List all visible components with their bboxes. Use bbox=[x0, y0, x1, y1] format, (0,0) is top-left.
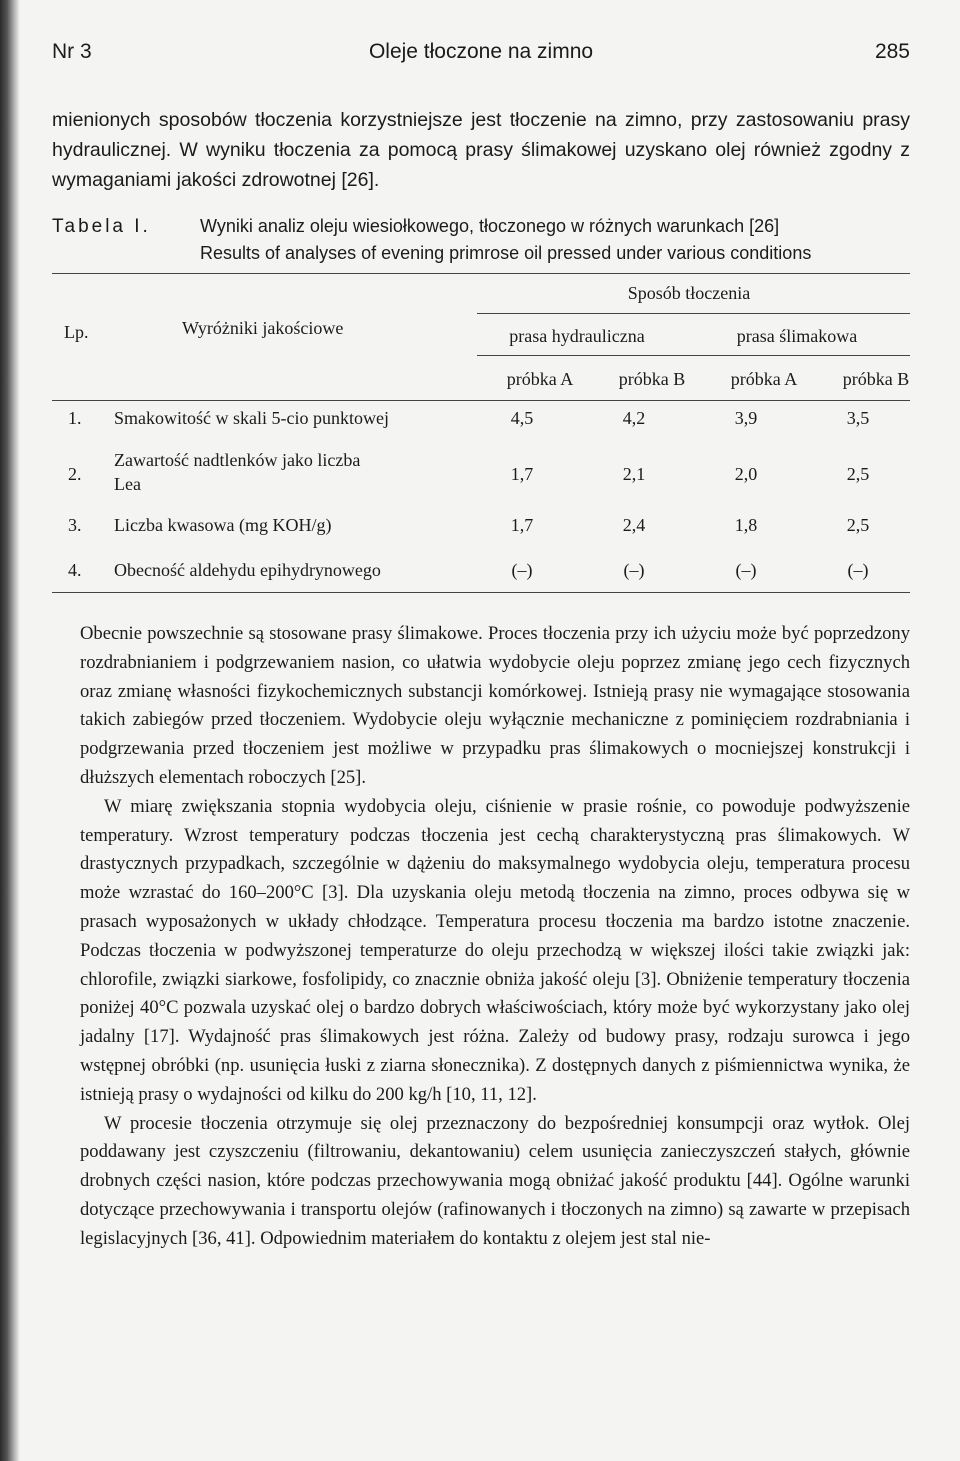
col-features-header: Wyróżniki jakościowe bbox=[182, 318, 344, 338]
table-cell: 4,2 bbox=[622, 408, 646, 428]
method-group-rule bbox=[477, 313, 910, 314]
row-feature: Smakowitość w skali 5-cio punktowej bbox=[114, 408, 389, 428]
method-header-hydraulic: prasa hydrauliczna bbox=[509, 326, 645, 346]
table-cell: 1,7 bbox=[510, 515, 534, 535]
row-lp: 1. bbox=[68, 408, 82, 428]
row-lp: 3. bbox=[68, 515, 82, 535]
group-header: Sposób tłoczenia bbox=[627, 283, 751, 303]
journal-number: Nr 3 bbox=[52, 40, 92, 63]
table-cell: 3,5 bbox=[846, 408, 870, 428]
row-feature: Liczba kwasowa (mg KOH/g) bbox=[114, 515, 332, 535]
table-cell: 2,0 bbox=[734, 464, 758, 484]
table-cell: 2,5 bbox=[846, 464, 870, 484]
table-cell: 1,8 bbox=[734, 515, 758, 535]
body-paragraph: W miarę zwiększania stopnia wydobycia oleju, ciśnienie w prasie rośnie, co powoduje podwyższenie temperatury. Wzrost temperatury podczas tłoczenia jest cechą charakterystyczną pras ślimakowych. W drastycznych przypadkach, szczególnie w dążeniu do maksymalnego wydobycia oleju, temperatura procesu może wzrastać do 160–200°C [3]. Dla uzyskania oleju metodą tłoczenia na zimno, proces odbywa się w prasach wyposażonych w układy chłodzące. Temperatura procesu tłoczenia ma bardzo istotne znaczenie. Podczas tłoczenia w podwyższonej temperaturze do oleju przechodzą w większej ilości takie związki jak: chlorofile, związki siarkowe, fosfolipidy, co znacznie obniża jakość oleju [3]. Obniżenie temperatury tłoczenia poniżej 40°C pozwala uzyskać olej o bardzo dobrych właściwościach, który może być wykorzystany jako olej jadalny [17]. Wydajność pras ślimakowych jest różna. Zależy od budowy prasy, rodzaju surowca i jego wstępnej obróbki (np. usunięcia łuski z ziarna słonecznika). Z dostępnych danych z piśmiennictwa wynika, że istnieją prasy o wydajności od kilku do 200 kg/h [10, 11, 12]. bbox=[80, 795, 910, 1105]
table-bottom-rule bbox=[52, 592, 910, 593]
col-lp-header: Lp. bbox=[64, 322, 89, 342]
intro-paragraph: mienionych sposobów tłoczenia korzystniejsze jest tłoczenie na zimno, przy zastosowaniu prasy hydraulicznej. W wyniku tłoczenia za pomocą prasy ślimakowej uzyskano olej również zgodny z wymaganiami jakości zdrowotnej [26]. bbox=[52, 109, 910, 191]
sample-header: próbka B bbox=[618, 369, 686, 389]
sample-group-rule bbox=[477, 355, 910, 356]
method-header-screw: prasa ślimakowa bbox=[736, 326, 858, 346]
body-text bbox=[80, 620, 910, 1254]
page-number: 285 bbox=[874, 40, 910, 63]
row-lp: 2. bbox=[68, 464, 82, 484]
header-bottom-rule bbox=[52, 400, 910, 401]
row-feature: Obecność aldehydu epihydrynowego bbox=[114, 560, 381, 580]
table-cell: (–) bbox=[623, 560, 645, 580]
table-top-rule bbox=[52, 273, 910, 274]
table-cell: 2,4 bbox=[622, 515, 646, 535]
table-cell: (–) bbox=[511, 560, 533, 580]
page bbox=[52, 0, 910, 1461]
sample-header: próbka A bbox=[730, 369, 798, 389]
table-cell: 3,9 bbox=[734, 408, 758, 428]
table-cell: 1,7 bbox=[510, 464, 534, 484]
book-spine-shadow bbox=[0, 0, 20, 1461]
table-cell: 2,5 bbox=[846, 515, 870, 535]
running-head bbox=[52, 40, 910, 70]
row-lp: 4. bbox=[68, 560, 82, 580]
table-cell: 4,5 bbox=[510, 408, 534, 428]
table-cell: (–) bbox=[735, 560, 757, 580]
row-feature: Zawartość nadtlenków jako liczba bbox=[114, 450, 361, 470]
body-paragraph: W procesie tłoczenia otrzymuje się olej przeznaczony do bezpośredniej konsumpcji oraz wytłok. Olej poddawany jest czyszczeniu (filtrowaniu, dekantowaniu) celem usunięcia zanieczyszczeń stałych, głównie drobnych części nasion, które podczas przechowywania mogą obniżać jakość produktu [44]. Ogólne warunki dotyczące przechowywania i transportu olejów (rafinowanych i tłoczonych na zimno) są zawarte w przepisach legislacyjnych [36, 41]. Odpowiednim materiałem do kontaktu z olejem jest stal nie- bbox=[80, 1112, 910, 1249]
table-label: Tabela I. bbox=[52, 216, 151, 237]
sample-header: próbka A bbox=[506, 369, 574, 389]
sample-header: próbka B bbox=[842, 369, 910, 389]
table-cell: 2,1 bbox=[622, 464, 646, 484]
table-caption-en: Results of analyses of evening primrose oil pressed under various conditions bbox=[200, 243, 812, 263]
row-feature: Lea bbox=[114, 474, 141, 494]
table-caption bbox=[200, 213, 811, 267]
table-caption-pl: Wyniki analiz oleju wiesiołkowego, tłoczonego w różnych warunkach [26] bbox=[200, 216, 780, 236]
table-cell: (–) bbox=[847, 560, 869, 580]
body-paragraph: Obecnie powszechnie są stosowane prasy ślimakowe. Proces tłoczenia przy ich użyciu może być poprzedzony rozdrabnianiem i podgrzewaniem nasion, co ułatwia wydobycie oleju poprzez zmianę jego cech fizycznych oraz zmianę własności fizykochemicznych substancji komórkowej. Istnieją prasy nie wymagające stosowania takich zabiegów przed tłoczeniem. Wydobycie oleju wyłącznie mechaniczne z pominięciem rozdrabniania i podgrzewania przed tłoczeniem jest możliwe w przypadku pras ślimakowych o mocniejszej konstrukcji i dłuższych elementach roboczych [25]. bbox=[80, 623, 910, 788]
running-title: Oleje tłoczone na zimno bbox=[368, 40, 594, 63]
